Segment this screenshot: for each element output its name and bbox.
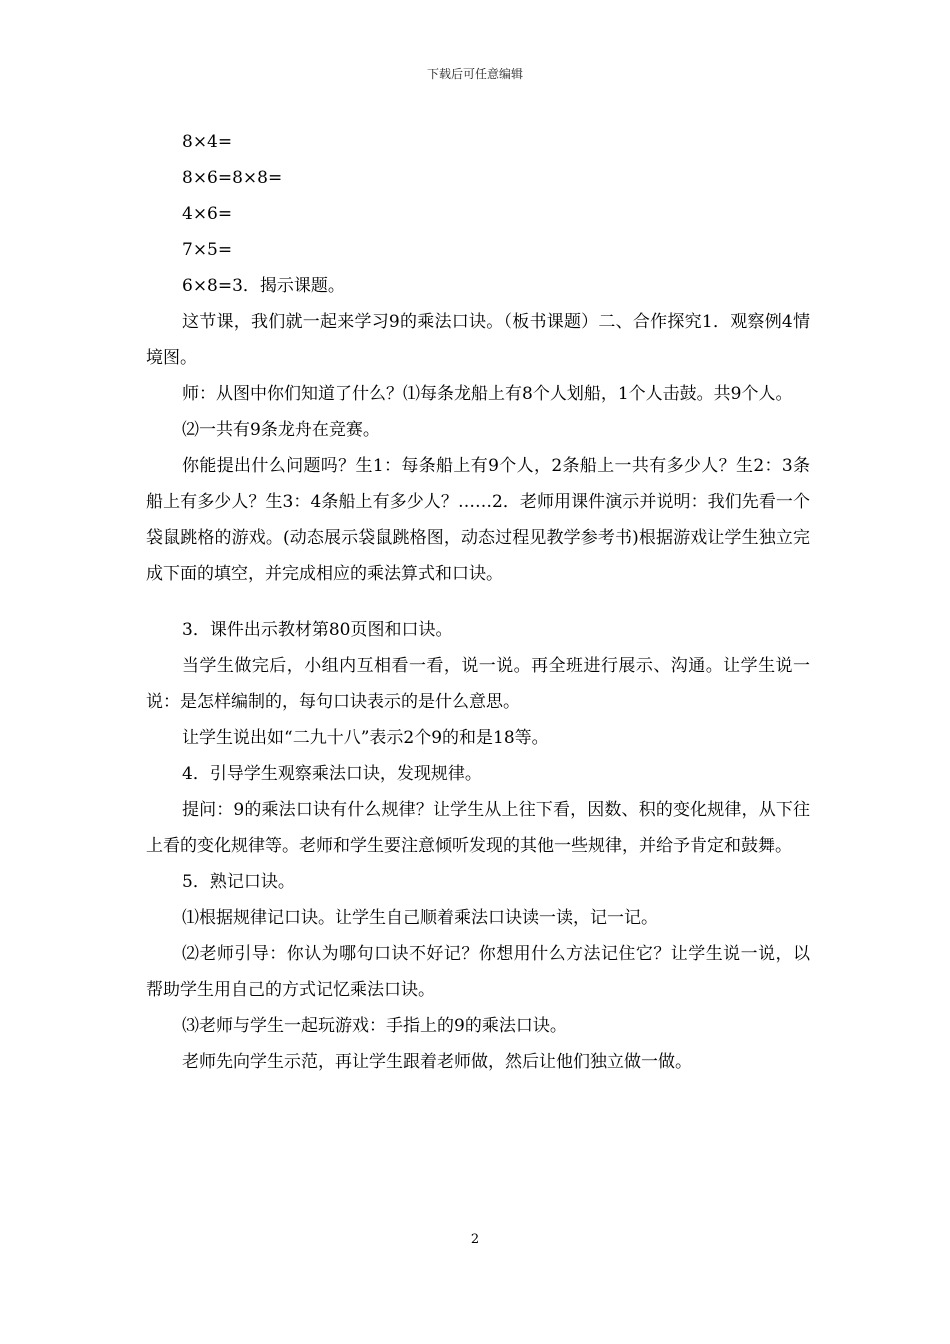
body-paragraph-10: 3．课件出示教材第80页图和口诀。 <box>182 620 453 640</box>
body-paragraph-15: 5．熟记口诀。 <box>182 872 295 892</box>
body-paragraph-11: 当学生做完后，小组内互相看一看，说一说。再全班进行展示、沟通。让学生说一说：是怎样编制的，每句口诀表示的是什么意思。 <box>146 656 810 712</box>
body-paragraph-19: 老师先向学生示范，再让学生跟着老师做，然后让他们独立做一做。 <box>182 1052 692 1072</box>
body-paragraph-17: ⑵老师引导：你认为哪句口诀不好记？你想用什么方法记住它？让学生说一说，以帮助学生用自己的方式记忆乘法口诀。 <box>146 944 810 1000</box>
page-number: 2 <box>470 1232 480 1247</box>
body-paragraph-12: 让学生说出如“二九十八”表示2个9的和是18等。 <box>182 728 549 748</box>
page-header: 下载后可任意编辑 <box>426 67 523 81</box>
body-paragraph-3: 4×6= <box>182 204 233 224</box>
body-paragraph-1: 8×4= <box>182 132 233 152</box>
body-paragraph-6: 这节课，我们就一起来学习9的乘法口诀。（板书课题）二、合作探究1．观察例4情境图。 <box>146 312 810 368</box>
body-paragraph-18: ⑶老师与学生一起玩游戏：手指上的9的乘法口诀。 <box>182 1016 567 1036</box>
body-paragraph-14: 提问：9的乘法口诀有什么规律？让学生从上往下看，因数、积的变化规律，从下往上看的变化规律等。老师和学生要注意倾听发现的其他一些规律，并给予肯定和鼓舞。 <box>146 800 810 856</box>
body-paragraph-9: 你能提出什么问题吗？生1：每条船上有9个人，2条船上一共有多少人？生2：3条船上有多少人？生3：4条船上有多少人？……2．老师用课件演示并说明：我们先看一个袋鼠跳格的游戏。(动态展示袋鼠跳格图，动态过程见教学参考书)根据游戏让学生独立完成下面的填空，并完成相应的乘法算式和口诀。 <box>146 456 810 584</box>
body-paragraph-2: 8×6=8×8= <box>182 168 283 188</box>
body-paragraph-16: ⑴根据规律记口诀。让学生自己顺着乘法口诀读一读，记一记。 <box>182 908 658 928</box>
body-paragraph-7: 师：从图中你们知道了什么？⑴每条龙船上有8个人划船，1个人击鼓。共9个人。 <box>182 384 793 404</box>
body-paragraph-13: 4．引导学生观察乘法口诀，发现规律。 <box>182 764 482 784</box>
document-body <box>146 124 810 1080</box>
body-paragraph-4: 7×5= <box>182 240 233 260</box>
paragraph-gap <box>146 592 810 612</box>
body-paragraph-8: ⑵一共有9条龙舟在竞赛。 <box>182 420 380 440</box>
body-paragraph-5: 6×8=3．揭示课题。 <box>182 276 345 296</box>
